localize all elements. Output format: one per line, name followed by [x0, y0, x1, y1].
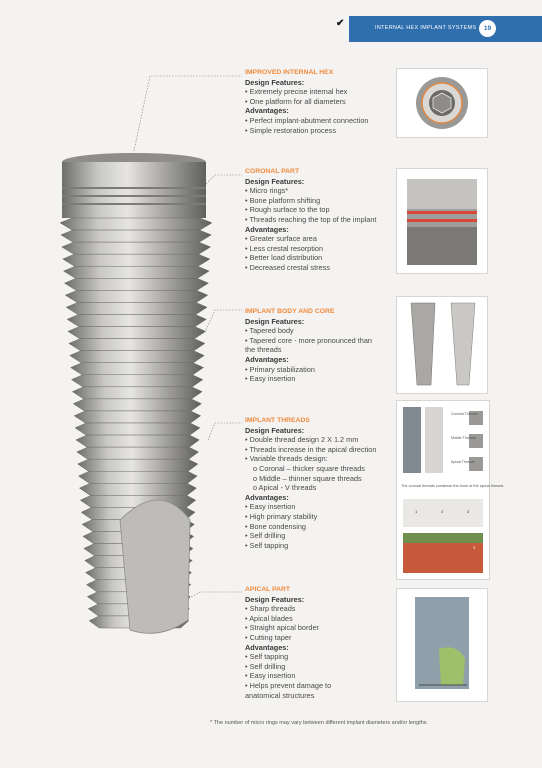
- apical-threads-label: Apical Threads: [451, 460, 475, 464]
- thread-ring: [64, 266, 210, 278]
- feature-item: • Straight apical border: [245, 623, 365, 633]
- thread-ring: [87, 592, 190, 604]
- advantage-item: • Easy insertion: [245, 671, 365, 681]
- section-title: APICAL PART: [245, 586, 291, 593]
- features-label: Design Features:: [245, 77, 305, 87]
- feature-item: • Threads reaching the top of the implant: [245, 215, 376, 225]
- internal-hex-image: [397, 69, 487, 137]
- thread-ring: [78, 459, 198, 471]
- step-label: 2: [441, 509, 444, 514]
- step-marker: 3: [473, 545, 476, 550]
- features-label: Design Features:: [245, 176, 305, 186]
- sub-feature-item: o Apical - V threads: [253, 483, 317, 493]
- advantages-label: Advantages:: [245, 354, 289, 364]
- section-implant-threads: [245, 416, 376, 550]
- thread-ring: [83, 532, 194, 544]
- advantage-item: • Easy insertion: [245, 502, 376, 512]
- advantage-item: • Perfect implant-abutment connection: [245, 116, 368, 126]
- thread-ring: [63, 254, 210, 266]
- advantage-item: • Self tapping: [245, 652, 365, 662]
- features-label: Design Features:: [245, 425, 305, 435]
- body-core-image: [397, 297, 487, 393]
- advantage-item: • Self drilling: [245, 662, 365, 672]
- section-improved-internal-hex: [245, 68, 368, 135]
- thread-ring: [69, 339, 205, 351]
- advantage-item: • Helps prevent damage to anatomical structures: [245, 681, 365, 700]
- section-coronal-part: [245, 167, 376, 273]
- advantage-item: • Primary stabilization: [245, 365, 380, 375]
- thumbnail-apical-part: [396, 588, 488, 702]
- feature-item: • Double thread design 2 X 1.2 mm: [245, 435, 376, 445]
- advantages-label: Advantages:: [245, 106, 289, 116]
- thread-ring: [86, 568, 192, 580]
- footnote: * The number of micro rings may vary between different implant diameters and/or lengths.: [210, 720, 429, 726]
- step-label: 1: [415, 509, 418, 514]
- step-label: 3: [467, 509, 470, 514]
- thread-ring: [88, 604, 189, 616]
- thread-ring: [77, 447, 199, 459]
- section-title: IMPLANT BODY AND CORE: [245, 308, 335, 315]
- feature-item: • Cutting taper: [245, 633, 365, 643]
- thread-ring: [80, 495, 195, 507]
- page-number-badge: 19: [479, 20, 496, 37]
- threads-image: [397, 401, 504, 579]
- thread-ring: [66, 302, 207, 314]
- feature-item: • Rough surface to the top: [245, 205, 376, 215]
- coronal-part-image: [397, 169, 487, 273]
- section-title: IMPROVED INTERNAL HEX: [245, 69, 334, 76]
- feature-item: • Tapered body: [245, 326, 380, 336]
- thread-ring: [64, 278, 208, 290]
- thread-ring: [60, 218, 212, 230]
- thread-ring: [82, 519, 194, 531]
- middle-threads-label: Middle Threads: [451, 436, 476, 440]
- section-title: CORONAL PART: [245, 168, 300, 175]
- thread-ring: [67, 314, 206, 326]
- feature-item: • One platform for all diameters: [245, 97, 368, 107]
- sub-feature-item: o Coronal – thicker square threads: [253, 463, 365, 473]
- thumbnail-body-core: [396, 296, 488, 394]
- feature-item: • Tapered core - more pronounced than the threads: [245, 336, 380, 355]
- header-title: INTERNAL HEX IMPLANT SYSTEMS: [375, 25, 477, 31]
- thread-ring: [81, 507, 195, 519]
- advantage-item: • Self tapping: [245, 541, 376, 551]
- feature-item: • Micro rings*: [245, 186, 376, 196]
- threads-caption: The coronal threads condense the bone of the apical threads: [401, 484, 504, 488]
- thread-ring: [86, 580, 190, 592]
- advantage-item: • Better load distribution: [245, 253, 376, 263]
- advantages-label: Advantages:: [245, 492, 289, 502]
- section-implant-body-core: [245, 307, 380, 384]
- feature-item: • Variable threads design:: [245, 454, 376, 464]
- thumbnail-coronal-part: [396, 168, 488, 274]
- thread-ring: [68, 327, 206, 339]
- thread-ring: [71, 375, 202, 387]
- features-label: Design Features:: [245, 594, 305, 604]
- thumbnail-internal-hex: [396, 68, 488, 138]
- advantage-item: • Bone condensing: [245, 522, 376, 532]
- apical-part-image: [397, 589, 487, 701]
- advantage-item: • Easy insertion: [245, 374, 380, 384]
- thumbnail-threads: [396, 400, 504, 580]
- feature-item: • Apical blades: [245, 614, 365, 624]
- advantage-item: • High primary stability: [245, 512, 376, 522]
- thread-ring: [89, 616, 189, 628]
- feature-item: • Sharp threads: [245, 604, 365, 614]
- section-apical-part: [245, 585, 365, 700]
- advantages-label: Advantages:: [245, 224, 289, 234]
- thread-ring: [65, 290, 207, 302]
- thread-ring: [85, 556, 193, 568]
- feature-item: • Threads increase in the apical direction: [245, 445, 376, 455]
- advantage-item: • Decreased crestal stress: [245, 263, 376, 273]
- features-label: Design Features:: [245, 316, 305, 326]
- feature-item: • Extremely precise internal hex: [245, 87, 368, 97]
- thread-ring: [72, 387, 202, 399]
- advantage-item: • Greater surface area: [245, 234, 376, 244]
- section-title: IMPLANT THREADS: [245, 417, 310, 424]
- thread-ring: [84, 544, 193, 556]
- sub-feature-item: o Middle – thinner square threads: [253, 473, 362, 483]
- thread-ring: [79, 483, 196, 495]
- advantage-item: • Less crestal resorption: [245, 244, 376, 254]
- thread-ring: [76, 435, 199, 447]
- coronal-threads-label: Coronal Threads: [451, 412, 478, 416]
- feature-item: • Bone platform shifting: [245, 196, 376, 206]
- advantage-item: • Simple restoration process: [245, 126, 368, 136]
- advantage-item: • Self drilling: [245, 531, 376, 541]
- advantages-label: Advantages:: [245, 642, 289, 652]
- thread-ring: [74, 411, 201, 423]
- thread-ring: [62, 242, 211, 254]
- thread-ring: [75, 423, 200, 435]
- thread-ring: [61, 230, 211, 242]
- thread-ring: [73, 399, 201, 411]
- thread-ring: [79, 471, 198, 483]
- brand-logo-icon: ✔: [336, 18, 345, 29]
- thread-ring: [70, 351, 205, 363]
- thread-ring: [71, 363, 204, 375]
